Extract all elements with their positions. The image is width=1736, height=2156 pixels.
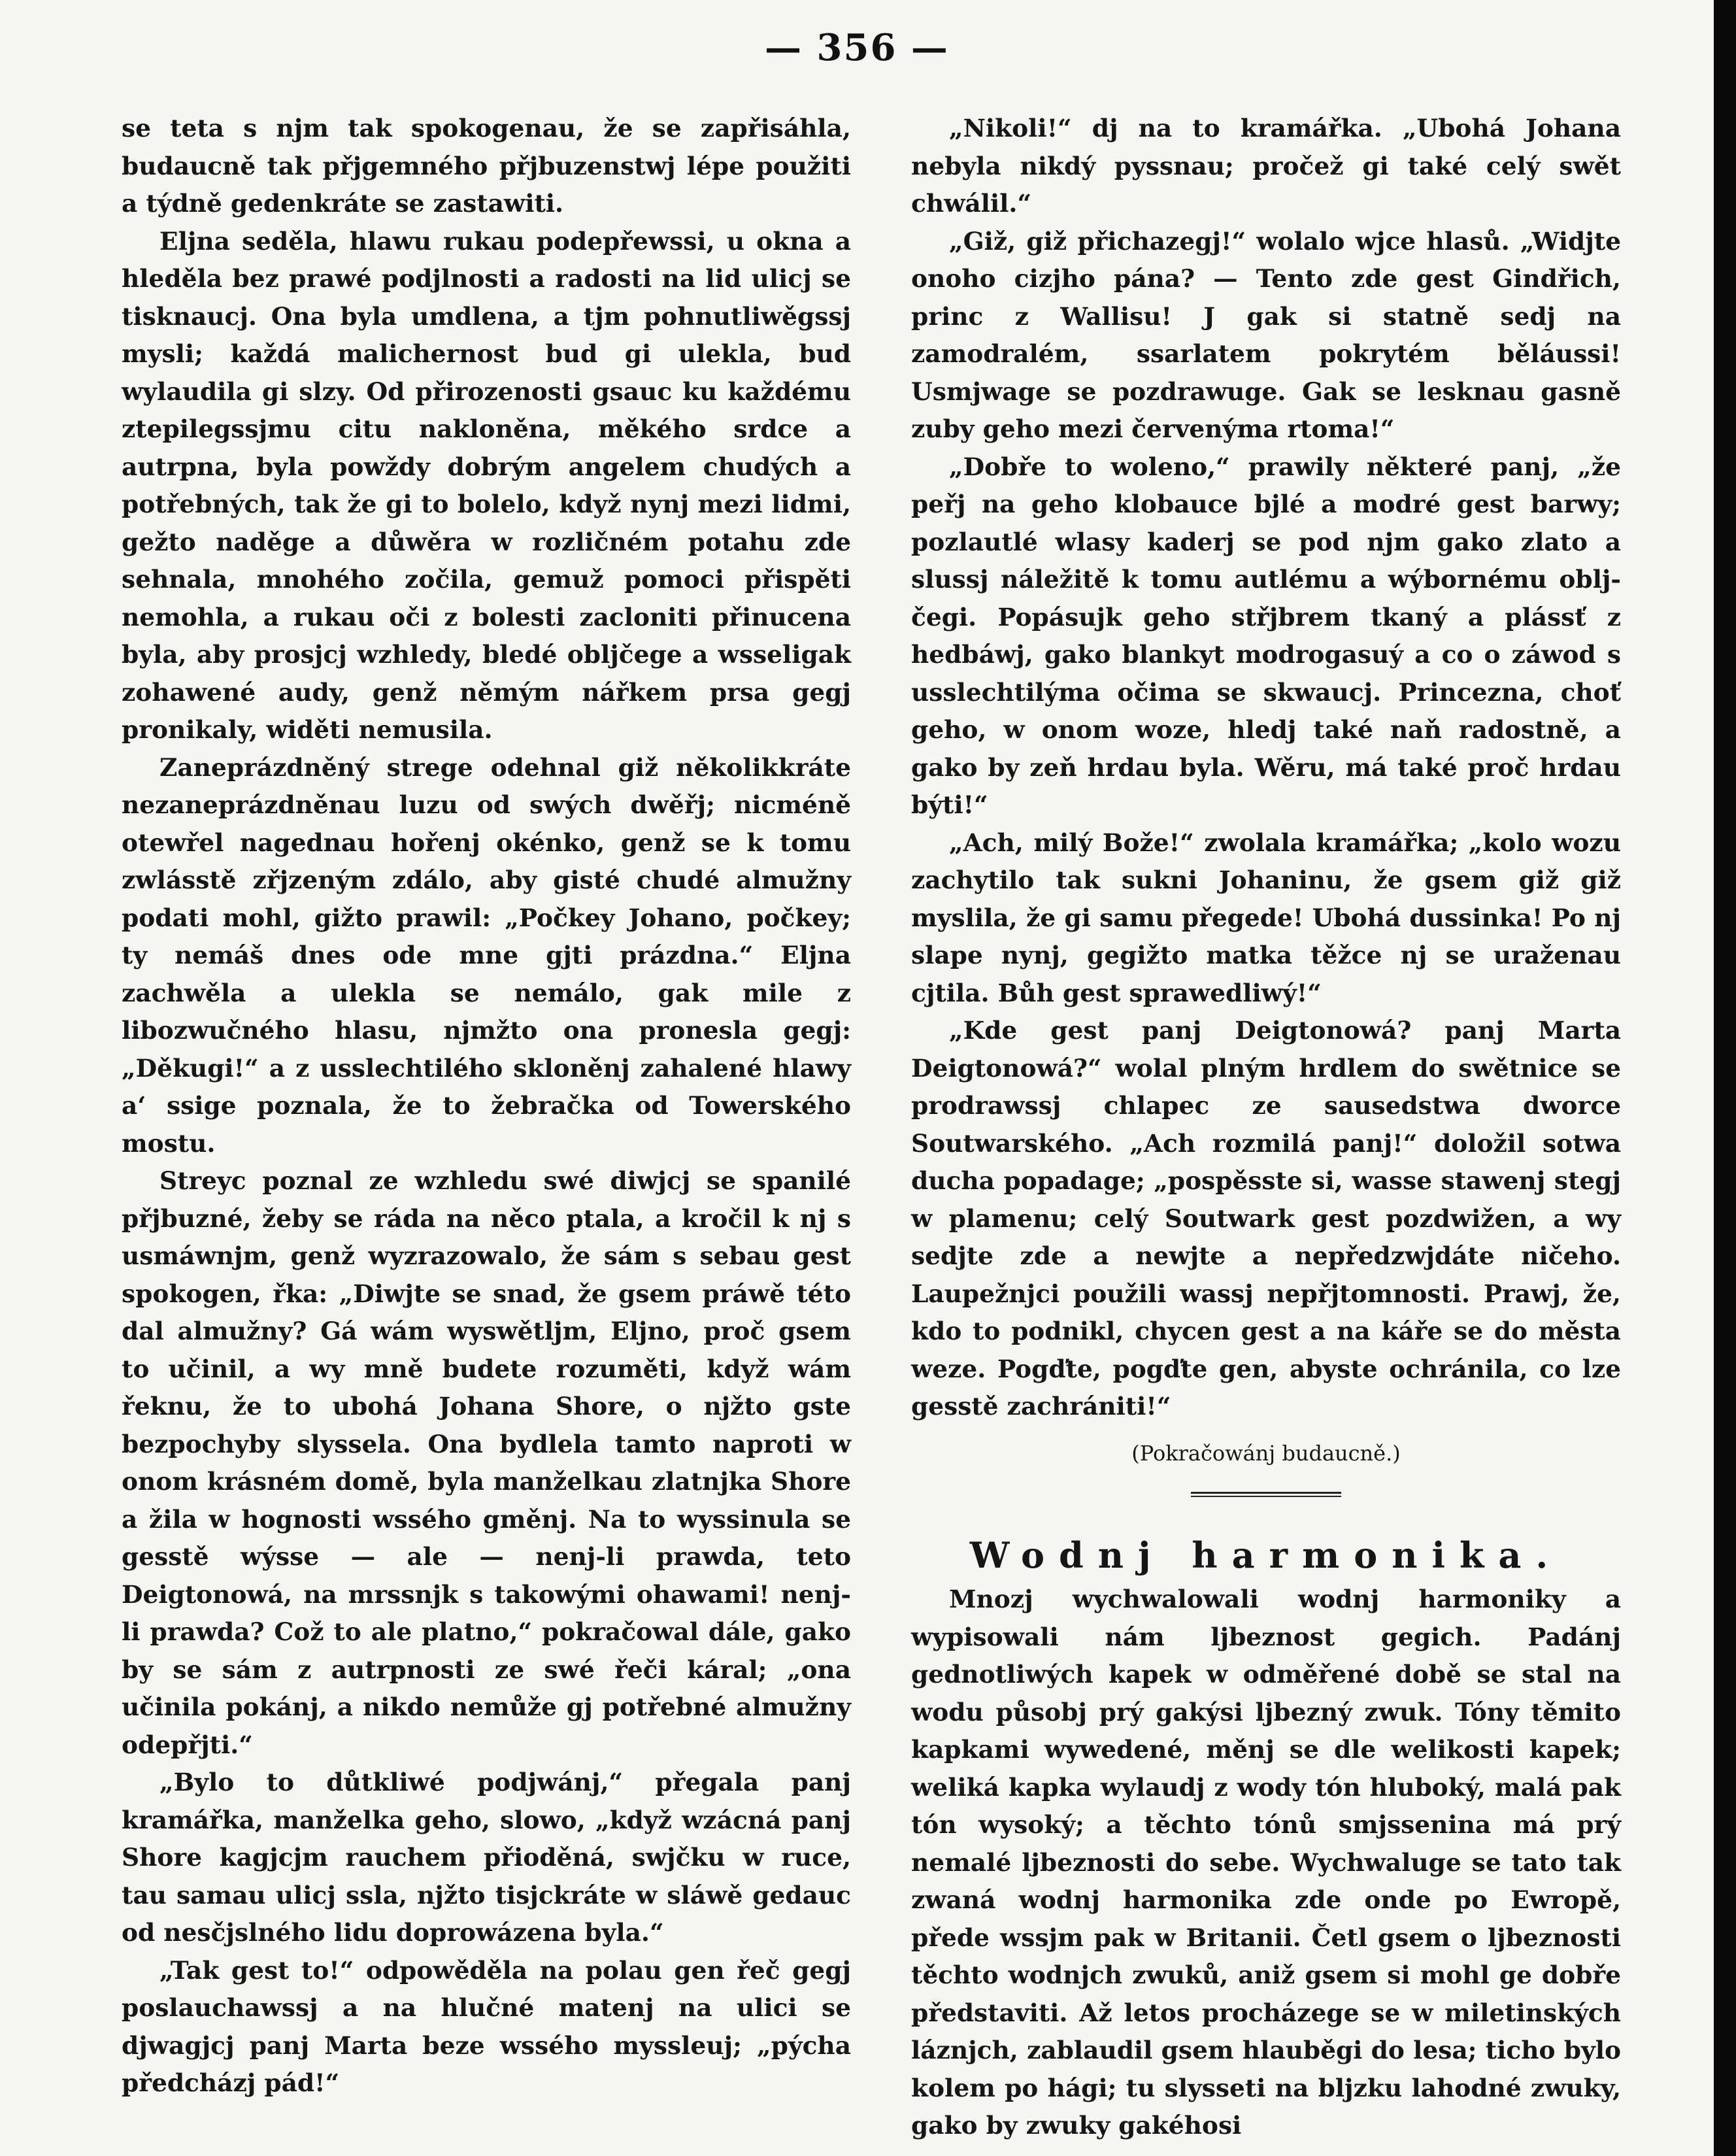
paragraph: „Bylo to důtkliwé podjwánj,“ přegala panj kramářka, manželka geho, slowo, „když wzácná panj Shore kagjcjm rauchem přioděná, swjčku w ruce, tau samau ulicj ssla, njžto tisjckráte w sláwě gedauc od nesčjslného lidu doprowázena byla.“: [122, 1768, 851, 1947]
paragraph: „Tak gest to!“ odpowěděla na polau gen řeč gegj poslauchawssj a na hlučné matenj na ulici se djwagjcj panj Marta beze wssého myssleuj; „pýcha předcházj pád!“: [122, 1955, 851, 2097]
paragraph: „Kde gest panj Deigtonowá? panj Marta Deigtonowá?“ wolal plným hrdlem do swětnice se prodrawssj chlapec ze sausedstwa dworce Soutwarského. „Ach rozmilá panj!“ doložil sotwa ducha popadage; „pospěsste si, wasse stawenj stegj w plamenu; celý Soutwark gest pozdwižen, a wy sedjte zde a newjte a nepředzwjdáte ničeho. Laupežnjci použili wassj nepřjtomnosti. Prawj, že, kdo to podnikl, chycen gest a na káře se do města weze. Pogďte, pogďte gen, abyste ochránila, co lze gesstě zachrániti!“: [911, 1016, 1621, 1421]
paragraph: Mnozj wychwalowali wodnj harmoniky a wypisowali nám ljbeznost gegich. Padánj gednotliwých kapek w odměřené době se stal na wodu působj prý gakýsi ljbezný zwuk. Tóny těmito kapkami wywedené, měnj se dle welikosti kapek; weliká kapka wylaudj z wody tón hluboký, malá pak tón wysoký; a těchto tónů smjssenina má prý nemalé ljbeznosti do sebe. Wychwaluge se tato tak zwaná wodnj harmonika zde onde po Ewropě, přede wssjm pak w Britanii. Četl gsem o ljbeznosti těchto wodnjch zwuků, aniž gsem si mohl ge dobře představiti. Až letos procházege se w miletinských láznjch, zablaudil gsem hlauběgi do lesa; ticho bylo kolem po hági; tu slysseti na bljzku lahodné zwuky, gako by zwuky gakéhosi: [911, 1585, 1621, 2140]
paragraph: Streyc poznal ze wzhledu swé diwjcj se spanilé přjbuzné, žeby se ráda na něco ptala, a kročil k nj s usmáwnjm, genž wyzrazowalo, že sám s sebau gest spokogen, řka: „Diwjte se snad, že gsem práwě této dal almužny? Gá wám wyswětljm, Eljno, proč gsem to učinil, a wy mně budete rozuměti, když wám řeknu, že to ubohá Johana Shore, o njžto gste bezpochyby slyssela. Ona bydlela tamto naproti w onom krásném domě, byla manželkau zlatnjka Shore a žila w hognosti wssého gměnj. Na to wyssinula se gesstě wýsse — ale — nenj-li prawda, teto Deigtonowá, na mrssnjk s takowými ohawami! nenj-li prawda? Což to ale platno,“ pokračowal dále, gako by se sám z autrpnosti ze swé řeči káral; „ona učinila pokánj, a nikdo nemůže gj potřebné almužny odepřjti.“: [122, 1166, 851, 1759]
right-column: [911, 110, 1621, 2145]
paragraph: Eljna seděla, hlawu rukau podepřewssi, u okna a hleděla bez prawé podjlnosti a radosti na lid ulicj se tisknaucj. Ona byla umdlena, a tjm pohnutliwěgssj mysli; každá malichernost bud gi ulekla, bud wylaudila gi slzy. Od přirozenosti gsauc ku každému ztepilegssjmu citu nakloněna, měkého srdce a autrpna, byla powždy dobrým angelem chudých a potřebných, tak že gi to bolelo, když nynj mezi lidmi, gežto naděge a důwěra w rozličném potahu zde sehnala, mnohého zočila, gemuž pomoci přispěti nemohla, a rukau oči z bolesti zacloniti přinucena byla, aby prosjcj wzhledy, bledé obljčege a wsseligak zohawené audy, genž němým nářkem prsa gegj pronikaly, widěti nemusila.: [122, 226, 851, 744]
paragraph: „Giž, giž přichazegj!“ wolalo wjce hlasů. „Widjte onoho cizjho pána? — Tento zde gest Gindřich, princ z Wallisu! J gak si statně sedj na zamodralém, ssarlatem pokrytém běláussi! Usmjwage se pozdrawuge. Gak se lesknau gasně zuby geho mezi červenýma rtoma!“: [911, 226, 1621, 443]
page-number: — 356 —: [765, 26, 949, 69]
paragraph: „Ach, milý Bože!“ zwolala kramářka; „kolo wozu zachytilo tak sukni Johaninu, že gsem giž giž myslila, že gi samu přegede! Ubohá dussinka! Po nj slape nynj, gegižto matka těžce nj se uraženau cjtila. Bůh gest sprawedliwý!“: [911, 828, 1621, 1007]
scan-border: [1714, 0, 1736, 2156]
left-column: [122, 110, 851, 2102]
section-title: Wodnj harmonika.: [969, 1534, 1563, 1576]
paragraph: „Nikoli!“ dj na to kramářka. „Ubohá Johana nebyla nikdý pyssnau; pročež gi také celý swět chwálil.“: [911, 114, 1621, 218]
paragraph: „Dobře to woleno,“ prawily některé panj, „že peřj na geho klobauce bjlé a modré gest barwy; pozlautlé wlasy kaderj se pod njm gako zlato a slussj náležitě k tomu autlému a wýbornému obljčegi. Popásujk geho střjbrem tkaný a plássť z hedbáwj, gako blankyt modrogasuý a co o záwod s usslechtilýma očima se skwaucj. Princezna, choť geho, w onom woze, hledj také naň radostně, a gako by zeň hrdau byla. Wěru, má také proč hrdau býti!“: [911, 452, 1621, 819]
continuation-note: (Pokračowánj budaucně.): [1131, 1440, 1401, 1466]
section-divider: [1191, 1492, 1341, 1497]
paragraph: se teta s njm tak spokogenau, že se zapřisáhla, budaucně tak přjgemného přjbuzenstwj lépe použiti a týdně gedenkráte se zastawiti.: [122, 114, 851, 218]
paragraph: Zaneprázdněný strege odehnal giž několikkráte nezaneprázdněnau luzu od swých dwěřj; nicméně otewřel nagednau hořenj okénko, genž se k tomu zwlásstě zřjzeným zdálo, aby gisté chudé almužny podati mohl, gižto prawil: „Počkey Johano, počkey; ty nemáš dnes ode mne gjti prázdna.“ Eljna zachwěla a ulekla se nemálo, gak mile z libozwučného hlasu, njmžto ona pronesla gegj: „Děkugi!“ a z usslechtilého skloněnj zahalené hlawy a‘ ssige poznala, že to žebračka od Towerského mostu.: [122, 752, 851, 1158]
